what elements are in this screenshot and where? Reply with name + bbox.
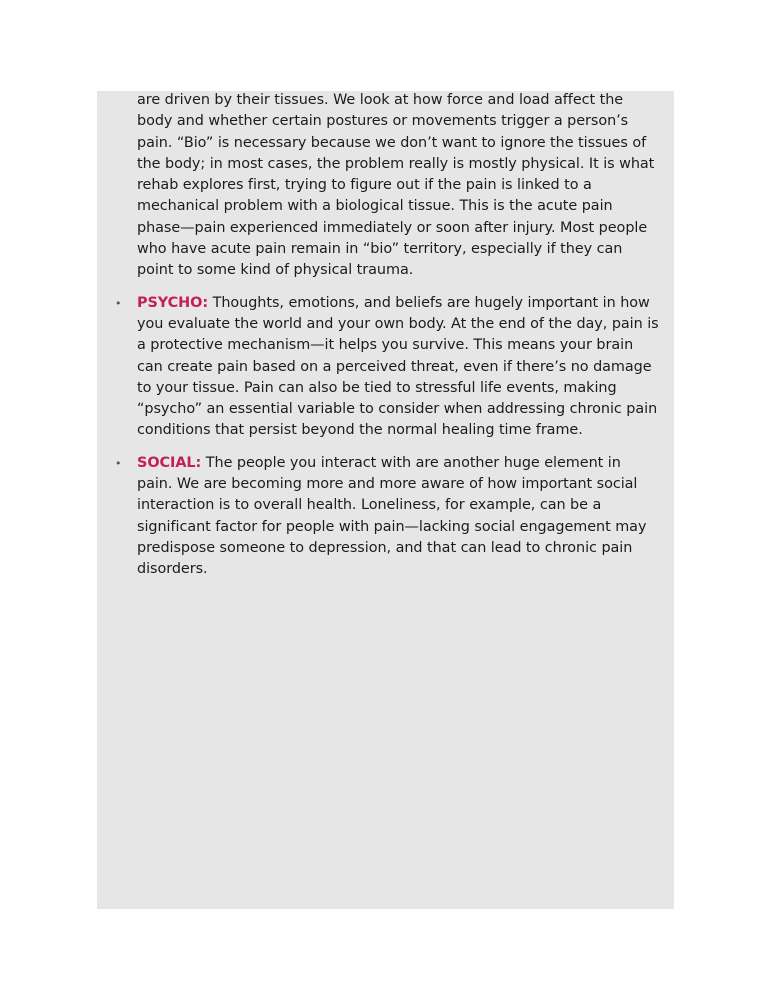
- bullet-text: The people you interact with are another huge element in pain. We are becoming more and more aware of how important social interaction is to overall health. Loneliness, for example, can be a significant factor for people with pain—lacking social engagement may predispose someone to depression, and that can lead to chronic pain disorders.: [137, 454, 647, 578]
- term-psycho: PSYCHO:: [137, 294, 209, 311]
- document-body: [115, 90, 659, 581]
- bullet-paragraph: [137, 293, 659, 442]
- term-social: SOCIAL:: [137, 454, 202, 471]
- bullet-text: Thoughts, emotions, and beliefs are hugely important in how you evaluate the world and your own body. At the end of the day, pain is a protective mechanism—it helps you survive. This means your brain can create pain based on a perceived threat, even if there’s no damage to your tissue. Pain can also be tied to stressful life events, making “psycho” an essential variable to consider when addressing chronic pain conditions that persist beyond the normal healing time frame.: [137, 294, 659, 439]
- bullet-dot-icon: •: [115, 456, 122, 470]
- bullet-psycho: [115, 293, 659, 442]
- bullet-social: [115, 453, 659, 581]
- intro-paragraph: are driven by their tissues. We look at how force and load affect the body and whether certain postures or movements trigger a person’s pain. “Bio” is necessary because we don’t want to ignore the tissues of the body; in most cases, the problem really is mostly physical. It is what rehab explores first, trying to figure out if the pain is linked to a mechanical problem with a biological tissue. This is the acute pain phase—pain experienced immediately or soon after injury. Most people who have acute pain remain in “bio” territory, especially if they can point to some kind of physical trauma.: [137, 92, 655, 279]
- bullet-dot-icon: •: [115, 296, 122, 310]
- bullet-paragraph: [137, 453, 659, 581]
